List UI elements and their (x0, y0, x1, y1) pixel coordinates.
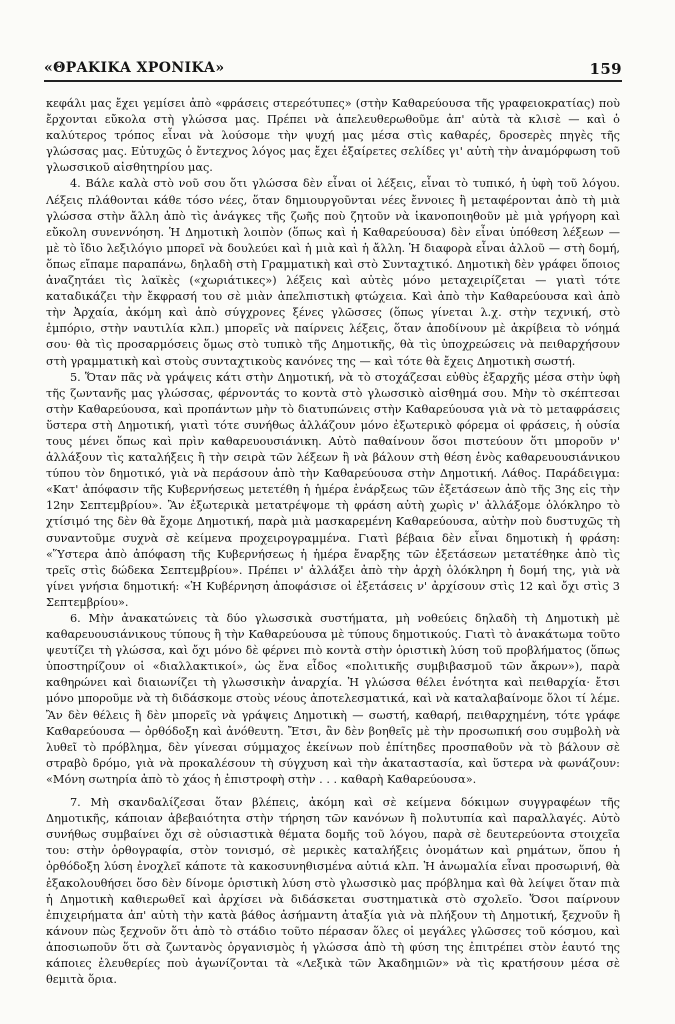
running-header (44, 60, 622, 80)
journal-title: «ΘΡΑΚΙΚΑ ΧΡΟΝΙΚΑ» (44, 60, 225, 76)
paragraph-4: 4. Βάλε καλὰ στὸ νοῦ σου ὅτι γλώσσα δὲν εἶναι οἱ λέξεις, εἶναι τὸ τυπικό, ἡ ὑφὴ τοῦ λόγου. Λέξεις πλάθονται κάθε τόσο νέες, ὅταν δημιουργοῦνται νέες ἔννοιες ἢ μεταφέρονται ἀπὸ τὴ μιὰ γλώσσα στὴν ἄλλη ἀπὸ τὶς ἀνάγκες τῆς ζωῆς ποὺ ζητοῦν νὰ ἱκανοποιηθοῦν μὲ μιὰ γρήγορη καὶ εὔκολη συνεννόηση. Ἡ Δημοτικὴ λοιπὸν (ὅπως καὶ ἡ Καθαρεύουσα) δὲν εἶναι ὑπόθεση λέξεων — μὲ τὸ ἴδιο λεξιλόγιο μπορεῖ νὰ δουλεύει καὶ ἡ μιὰ καὶ ἡ ἄλλη. Ἡ διαφορὰ εἶναι ἀλλοῦ — στὴ δομή, ὅπως εἴπαμε παραπάνω, δηλαδὴ στὴ Γραμματικὴ καὶ στὸ Συνταχτικό. Δημοτικὴ δὲν γράφει ὅποιος ἀναζητάει τὶς λαϊκὲς («χωριάτικες») λέξεις καὶ αὐτὲς μόνο μεταχειρίζεται — γιατὶ τότε καταδικάζει τὴν ἔκφρασή του σὲ μιὰν ἀπελπιστικὴ φτώχεια. Καὶ ἀπὸ τὴν Καθαρεύουσα καὶ ἀπὸ τὴν Ἀρχαία, ἀκόμη καὶ ἀπὸ σύγχρονες ξένες γλῶσσες (ὅπως γίνεται λ.χ. στὴν τεχνική, στὸ ἐμπόριο, στὴν ναυτιλία κλπ.) μπορεῖς νὰ παίρνεις λέξεις, ὅταν ἀποδίνουν μὲ ἀκρίβεια τὸ νόημά σου· θὰ τὶς προσαρμόσεις ὅμως στὸ τυπικὸ τῆς Δημοτικῆς, θὰ τὶς ὑποχρεώσεις νὰ πειθαρχήσουν στὴ γραμματικὴ καὶ στοὺς συνταχτικοὺς κανόνες της — καὶ τότε θὰ ἔχεις Δημοτικὴ σωστή. (46, 177, 620, 368)
body-text (46, 96, 620, 988)
paragraph-7: 7. Μὴ σκανδαλίζεσαι ὅταν βλέπεις, ἀκόμη καὶ σὲ κείμενα δόκιμων συγγραφέων τῆς Δημοτικῆς, κάποιαν ἀβεβαιότητα στὴν τήρηση τῶν κανόνων ἢ πολυτυπία καὶ παραλλαγές. Αὐτὸ συνήθως συμβαίνει ὄχι σὲ οὐσιαστικὰ θέματα δομῆς τοῦ λόγου, παρὰ σὲ δευτερεύοντα στοιχεῖα του: στὴν ὀρθογραφία, στὸν τονισμό, σὲ μερικὲς καταλήξεις ὀνομάτων καὶ ρημάτων, ὅπου ἡ ὀρθόδοξη λύση ἐνοχλεῖ κάποτε τὰ κακοσυνηθισμένα αὐτιά κλπ. Ἡ ἀνωμαλία εἶναι προσωρινή, θὰ ἐξακολουθήσει ὅσο δὲν δίνομε ὁριστικὴ λύση στὸ γλωσσικὸ μας πρόβλημα καὶ θὰ λείψει ὅταν πιὰ ἡ Δημοτικὴ καθιερωθεῖ καὶ ἀρχίσει νὰ διδάσκεται συστηματικὰ στὸ σχολεῖο. Ὅσοι παίρνουν ἐπιχειρήματα ἀπ' αὐτὴ τὴν κατὰ βάθος ἀσήμαντη ἀταξία γιὰ νὰ πλήξουν τὴ Δημοτική, ξεχνοῦν ἢ κάνουν πὼς ξεχνοῦν ὅτι ἀπὸ τὸ στάδιο τοῦτο πέρασαν ὅλες οἱ μεγάλες γλῶσσες τοῦ κόσμου, καὶ ἀποσιωποῦν ὅτι σὰ ζωντανὸς ὀργανισμὸς ἡ γλώσσα ἀπὸ τὴ φύση της ἐπιτρέπει στὸν ἑαυτό της κάποιες ἐλευθερίες ποὺ ἀγωνίζονται τὰ «Λεξικὰ τῶν Ἀκαδημιῶν» νὰ τὶς κρατήσουν μέσα σὲ θεμιτὰ ὅρια. (46, 796, 620, 987)
paragraph-5: 5. Ὅταν πᾶς νὰ γράψεις κάτι στὴν Δημοτική, νὰ τὸ στοχάζεσαι εὐθὺς ἐξαρχῆς μέσα στὴν ὑφὴ τῆς ζωντανῆς μας γλώσσας, φέρνοντάς το κοντὰ στὸ γλωσσικὸ αἰσθημά σου. Μὴν τὸ σκέπτεσαι στὴν Καθαρεύουσα, καὶ προπάντων μὴν τὸ διατυπώνεις στὴν Καθαρεύουσα γιὰ νὰ τὸ μεταφράσεις ὕστερα στὴ Δημοτική, γιατὶ τότε συνήθως ἀλλάζουν μόνο ἐξωτερικὸ φόρεμα οἱ φράσεις, ἡ οὐσία τους μένει ὅπως καὶ πρὶν καθαρευουσιάνικη. Αὐτὸ παθαίνουν ὅσοι πιστεύουν ὅτι μποροῦν ν' ἀλλάξουν τὶς καταλήξεις ἢ τὴν σειρὰ τῶν λέξεων ἢ νὰ βάλουν στὴ θέση ἑνὸς καθαρευουσιάνικου τύπου τὸν δημοτικό, γιὰ νὰ περάσουν ἀπὸ τὴν Καθαρεύουσα στὴν Δημοτική. Λάθος. Παράδειγμα: «Κατ' ἀπόφασιν τῆς Κυβερνήσεως μετετέθη ἡ ἡμέρα ἐνάρξεως τῶν ἐξετάσεων ἀπὸ τῆς 3ης εἰς τὴν 12ην Σεπτεμβρίου». Ἂν ἐξωτερικὰ μετατρέψομε τὴ φράση αὐτὴ χωρὶς ν' ἀλλάξομε ὁλόκληρο τὸ χτίσιμό της δὲν θὰ ἔχομε Δημοτική, παρὰ μιὰ μασκαρεμένη Καθαρεύουσα, αὐτὴν ποὺ δυστυχῶς τὴ συναντοῦμε συχνὰ σὲ κείμενα προχειρογραμμένα. Γιατὶ βέβαια δὲν εἶναι δημοτικὴ ἡ φράση: «Ὕστερα ἀπὸ ἀπόφαση τῆς Κυβερνήσεως ἡ ἡμέρα ἔναρξης τῶν ἐξετάσεων μετατέθηκε ἀπὸ τὶς τρεῖς στὶς δώδεκα Σεπτεμβρίου». Πρέπει ν' ἀλλάξει ἀπὸ τὴν ἀρχὴ ὁλόκληρη ἡ δομή της, γιὰ νὰ γίνει γνήσια δημοτική: «Ἡ Κυβέρνηση ἀποφάσισε οἱ ἐξετάσεις ν' ἀρχίσουν στὶς 12 καὶ ὄχι στὶς 3 Σεπτεμβρίου». (46, 370, 620, 609)
page-number: 159 (589, 60, 622, 78)
paragraph-6: 6. Μὴν ἀνακατώνεις τὰ δύο γλωσσικὰ συστήματα, μὴ νοθεύεις δηλαδὴ τὴ Δημοτικὴ μὲ καθαρευουσιάνικους τύπους ἢ τὴν Καθαρεύουσα μὲ τύπους δημοτικούς. Γιατὶ τὸ ἀνακάτωμα τοῦτο ψευτίζει τὴ γλώσσα, καὶ ὄχι μόνο δὲ φέρνει πιὸ κοντὰ στὴν ὁριστικὴ λύση τοῦ προβλήματος (ὅπως ὑποστηρίζουν οἱ «διαλλακτικοί», ὡς ἕνα εἶδος «πολιτικῆς συμβιβασμοῦ τῶν ἄκρων»), παρὰ καθηρώνει καὶ διαιωνίζει τὴ γλωσσικὴν ἀναρχία. Ἡ γλώσσα θέλει ἑνότητα καὶ πειθαρχία· ἔτσι μόνο μποροῦμε νὰ τὴ διδάσκομε στοὺς νέους ἀποτελεσματικά, καὶ νὰ καταλαβαίνομε ὅλοι τί λέμε. Ἂν δὲν θέλεις ἢ δὲν μπορεῖς νὰ γράψεις Δημοτικὴ — σωστή, καθαρή, πειθαρχημένη, τότε γράφε Καθαρεύουσα — ὀρθόδοξη καὶ ἀνόθευτη. Ἔτσι, ἂν δὲν βοηθεῖς μὲ τὴν προσωπική σου συμβολὴ νὰ λυθεῖ τὸ πρόβλημα, δὲν γίνεσαι σύμμαχος ἐκείνων ποὺ ἐπίτηδες προσπαθοῦν νὰ τὸ βάλουν σὲ στραβὸ δρόμο, γιὰ νὰ προκαλέσουν τὴ σύγχυση καὶ τὴν ἀκαταστασία, καὶ ὕστερα νὰ φωνάζουν: «Μόνη σωτηρία ἀπὸ τὸ χάος ἡ ἐπιστροφὴ στὴν . . . καθαρὴ Καθαρεύουσα». (46, 612, 620, 786)
paragraph-continuation: κεφάλι μας ἔχει γεμίσει ἀπὸ «φράσεις στερεότυπες» (στὴν Καθαρεύουσα τῆς γραφειοκρατίας) ποὺ ἔρχονται εὔκολα στὴ γλώσσα μας. Πρέπει νὰ ἀπελευθερωθοῦμε ἀπ' αὐτὰ τὰ κλισὲ — καὶ ὁ καλύτερος τρόπος εἶναι νὰ λούσομε τὴν ψυχή μας μέσα στὶς καθαρές, δροσερὲς πηγὲς τῆς γλώσσας μας. Εὐτυχῶς ὁ ἔντεχνος λόγος μας ἔχει ἐξαίρετες σελίδες γι' αὐτὴ τὴν ἀναμόρφωση τοῦ γλωσσικοῦ αἰσθητηρίου μας. (46, 97, 620, 175)
header-rule (44, 80, 622, 82)
